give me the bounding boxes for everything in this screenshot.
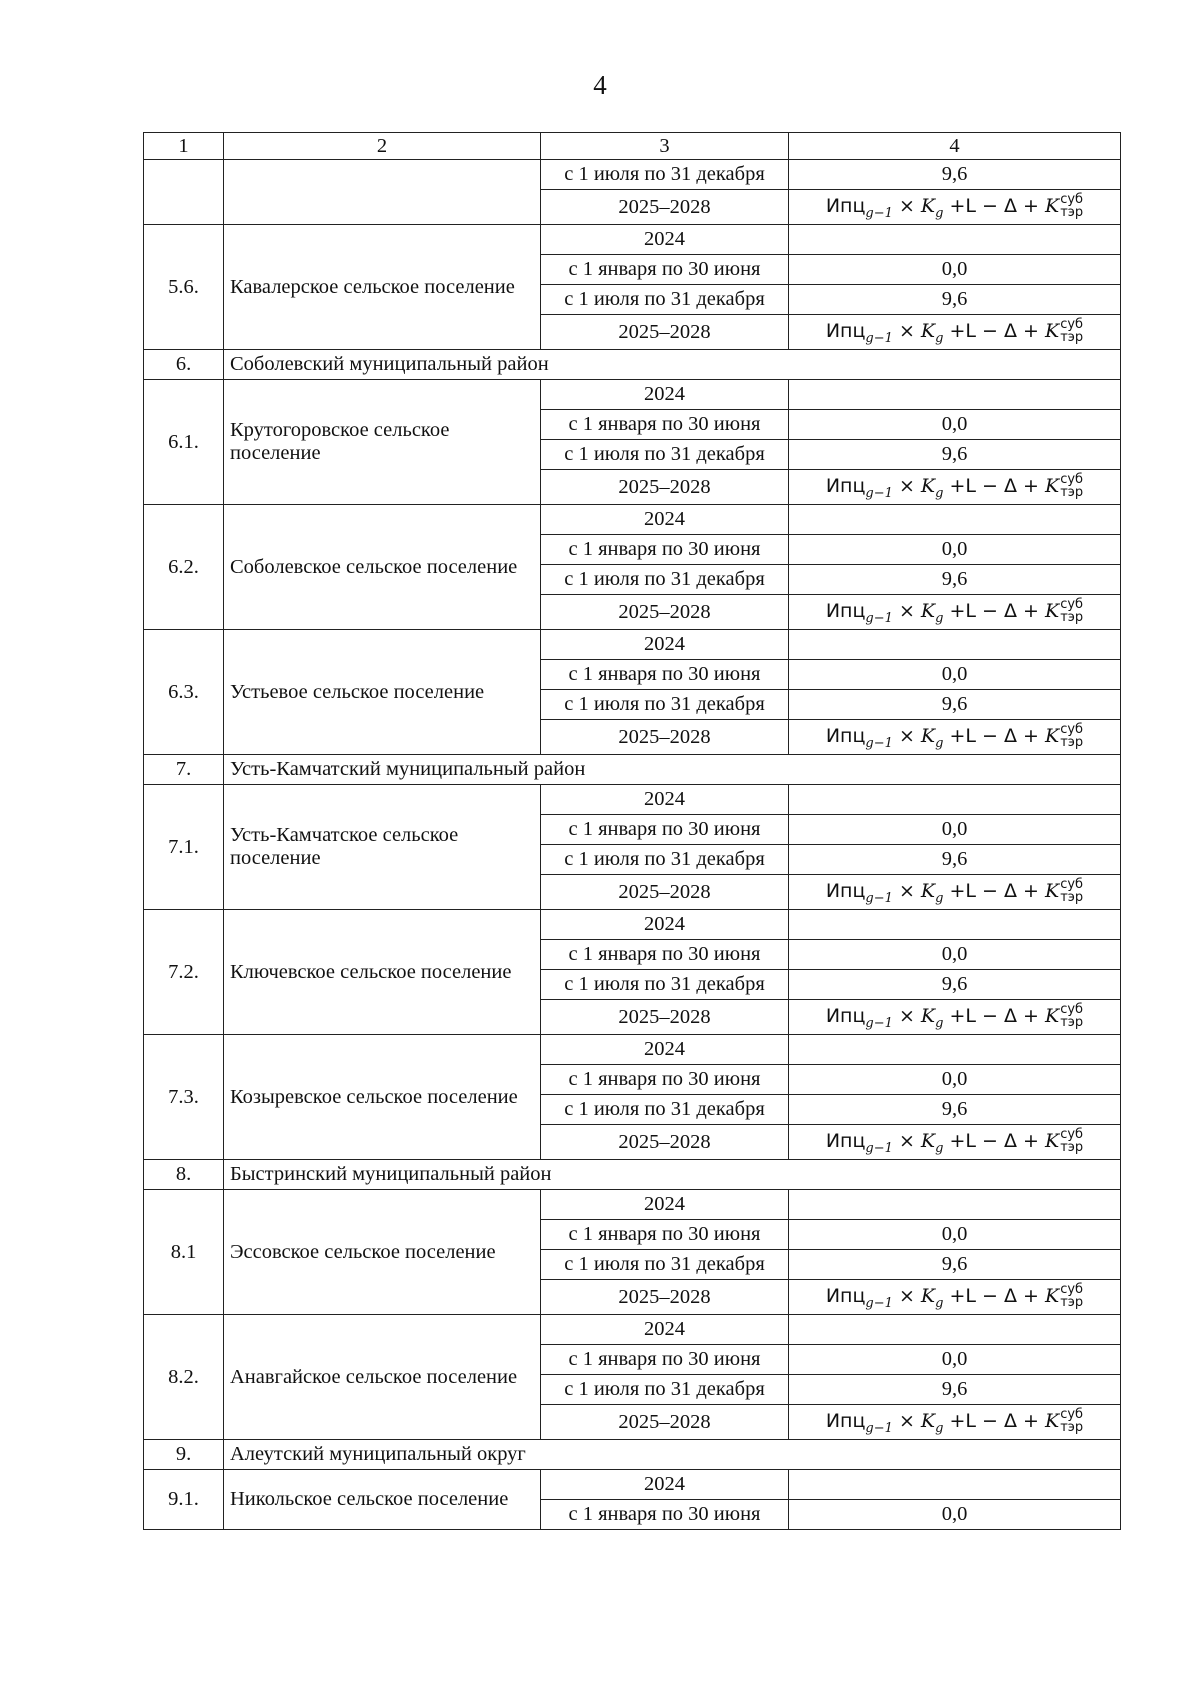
- formula: [825, 1407, 1084, 1436]
- formula-sub: тэр: [1060, 1140, 1084, 1156]
- formula-k2: K: [1045, 1129, 1060, 1152]
- value-h1: 0,0: [789, 1220, 1121, 1250]
- formula-rest: +L − Δ +: [943, 724, 1045, 747]
- table-row: [144, 1315, 1121, 1345]
- district-name: Быстринский муниципальный район: [224, 1160, 1121, 1190]
- period-h2: с 1 июля по 31 декабря: [541, 970, 789, 1000]
- formula-times: ×: [898, 194, 921, 217]
- formula-k: K: [920, 724, 936, 747]
- formula-k: K: [920, 1129, 936, 1152]
- value-h2: 9,6: [789, 970, 1121, 1000]
- period-year: 2024: [541, 910, 789, 940]
- value-h1: 0,0: [789, 660, 1121, 690]
- formula: [825, 192, 1084, 221]
- value-cell-empty: [789, 380, 1121, 410]
- value-cell-empty: [789, 910, 1121, 940]
- district-name: Алеутский муниципальный округ: [224, 1440, 1121, 1470]
- table-row: [144, 785, 1121, 815]
- formula-sub-g: g: [935, 1420, 944, 1436]
- formula-sub-g: g: [935, 1140, 944, 1156]
- value-cell: 9,6: [789, 160, 1121, 190]
- value-h1: 0,0: [789, 940, 1121, 970]
- formula-main: Ипц: [825, 1409, 866, 1432]
- formula-sub-g: g: [935, 330, 944, 346]
- period-range: 2025–2028: [541, 1280, 789, 1315]
- formula-sub-g: g: [935, 1015, 944, 1031]
- formula-sup: суб: [1060, 597, 1084, 613]
- value-h2: 9,6: [789, 1095, 1121, 1125]
- table-header-row: [144, 133, 1121, 160]
- value-h1: 0,0: [789, 255, 1121, 285]
- formula-sup: суб: [1060, 317, 1084, 333]
- formula-times: ×: [898, 1409, 921, 1432]
- period-year: 2024: [541, 1035, 789, 1065]
- formula-times: ×: [898, 599, 921, 622]
- formula-k2: K: [1045, 879, 1060, 902]
- formula-rest: +L − Δ +: [943, 319, 1045, 342]
- formula-rest: +L − Δ +: [943, 1004, 1045, 1027]
- value-h2: 9,6: [789, 1250, 1121, 1280]
- table-row: [144, 1470, 1121, 1500]
- period-range: 2025–2028: [541, 315, 789, 350]
- value-h2: 9,6: [789, 845, 1121, 875]
- formula-cell: [789, 1000, 1121, 1035]
- formula-rest: +L − Δ +: [943, 194, 1045, 217]
- formula-sub: тэр: [1060, 1295, 1084, 1311]
- district-row: [144, 755, 1121, 785]
- formula-sub-g1: g−1: [865, 1140, 893, 1156]
- formula-k: K: [920, 194, 936, 217]
- value-cell-empty: [789, 225, 1121, 255]
- period-range: 2025–2028: [541, 720, 789, 755]
- row-number: 5.6.: [144, 225, 224, 350]
- table-row: [144, 1035, 1121, 1065]
- settlement-name: Никольское сельское поселение: [224, 1470, 541, 1530]
- period-h1: с 1 января по 30 июня: [541, 1345, 789, 1375]
- formula-subsup: [1060, 1408, 1083, 1434]
- formula-subsup: [1060, 193, 1083, 219]
- formula-sub-g1: g−1: [865, 205, 893, 221]
- district-number: 7.: [144, 755, 224, 785]
- formula-sub-g1: g−1: [865, 610, 893, 626]
- settlement-name: Крутогоровское сельское поселение: [224, 380, 541, 505]
- formula-sup: суб: [1060, 877, 1084, 893]
- header-col-1: 1: [144, 133, 224, 160]
- formula-cell: [789, 1405, 1121, 1440]
- formula-k2: K: [1045, 1409, 1060, 1432]
- table-row: [144, 380, 1121, 410]
- formula-main: Ипц: [825, 474, 866, 497]
- settlement-name: Кавалерское сельское поселение: [224, 225, 541, 350]
- value-h1: 0,0: [789, 1065, 1121, 1095]
- formula-sub-g1: g−1: [865, 1420, 893, 1436]
- value-h2: 9,6: [789, 565, 1121, 595]
- formula: [825, 1282, 1084, 1311]
- formula-subsup: [1060, 1128, 1083, 1154]
- formula-k: K: [920, 599, 936, 622]
- formula-k2: K: [1045, 724, 1060, 747]
- value-cell-empty: [789, 505, 1121, 535]
- formula-times: ×: [898, 879, 921, 902]
- formula-k: K: [920, 1409, 936, 1432]
- formula-sub: тэр: [1060, 610, 1084, 626]
- period-h1: с 1 января по 30 июня: [541, 815, 789, 845]
- period-cell: 2025–2028: [541, 190, 789, 225]
- formula-k2: K: [1045, 1004, 1060, 1027]
- table-row: [144, 630, 1121, 660]
- formula-sub-g: g: [935, 890, 944, 906]
- value-cell-empty: [789, 1470, 1121, 1500]
- period-range: 2025–2028: [541, 1000, 789, 1035]
- formula-times: ×: [898, 724, 921, 747]
- settlement-name: Усть-Камчатское сельское поселение: [224, 785, 541, 910]
- row-number: 7.2.: [144, 910, 224, 1035]
- formula-sub: тэр: [1060, 1015, 1084, 1031]
- period-range: 2025–2028: [541, 1125, 789, 1160]
- formula: [825, 597, 1084, 626]
- period-h1: с 1 января по 30 июня: [541, 1065, 789, 1095]
- row-name-cell: [224, 160, 541, 225]
- formula-sub-g: g: [935, 735, 944, 751]
- formula-sub-g1: g−1: [865, 485, 893, 501]
- period-range: 2025–2028: [541, 470, 789, 505]
- formula-rest: +L − Δ +: [943, 1409, 1045, 1432]
- formula-sub: тэр: [1060, 205, 1084, 221]
- value-h1: 0,0: [789, 1500, 1121, 1530]
- period-h2: с 1 июля по 31 декабря: [541, 285, 789, 315]
- formula-cell: [789, 470, 1121, 505]
- table-row: [144, 505, 1121, 535]
- row-number: 6.3.: [144, 630, 224, 755]
- settlement-name: Соболевское сельское поселение: [224, 505, 541, 630]
- period-h1: с 1 января по 30 июня: [541, 1500, 789, 1530]
- period-h2: с 1 июля по 31 декабря: [541, 1375, 789, 1405]
- value-cell-empty: [789, 630, 1121, 660]
- period-h1: с 1 января по 30 июня: [541, 410, 789, 440]
- period-year: 2024: [541, 505, 789, 535]
- formula-cell: [789, 1280, 1121, 1315]
- formula-rest: +L − Δ +: [943, 474, 1045, 497]
- period-range: 2025–2028: [541, 875, 789, 910]
- formula-main: Ипц: [825, 194, 866, 217]
- formula-rest: +L − Δ +: [943, 1284, 1045, 1307]
- page-number: 4: [593, 70, 607, 100]
- district-row: [144, 350, 1121, 380]
- formula-cell: [789, 875, 1121, 910]
- period-h1: с 1 января по 30 июня: [541, 255, 789, 285]
- formula-sup: суб: [1060, 1407, 1084, 1423]
- formula-sub-g: g: [935, 1295, 944, 1311]
- value-h2: 9,6: [789, 285, 1121, 315]
- formula-subsup: [1060, 723, 1083, 749]
- formula-sub-g: g: [935, 205, 944, 221]
- formula-sup: суб: [1060, 1002, 1084, 1018]
- settlement-name: Козыревское сельское поселение: [224, 1035, 541, 1160]
- formula-times: ×: [898, 1284, 921, 1307]
- formula-k2: K: [1045, 319, 1060, 342]
- formula-sub: тэр: [1060, 330, 1084, 346]
- value-h1: 0,0: [789, 535, 1121, 565]
- row-number: 7.1.: [144, 785, 224, 910]
- formula: [825, 877, 1084, 906]
- period-h2: с 1 июля по 31 декабря: [541, 690, 789, 720]
- row-number: 8.2.: [144, 1315, 224, 1440]
- formula-k2: K: [1045, 1284, 1060, 1307]
- table-row: [144, 1190, 1121, 1220]
- period-h1: с 1 января по 30 июня: [541, 660, 789, 690]
- formula-main: Ипц: [825, 879, 866, 902]
- formula-times: ×: [898, 1004, 921, 1027]
- period-h2: с 1 июля по 31 декабря: [541, 845, 789, 875]
- value-h2: 9,6: [789, 440, 1121, 470]
- formula-k2: K: [1045, 599, 1060, 622]
- formula-cell: [789, 720, 1121, 755]
- value-h1: 0,0: [789, 815, 1121, 845]
- formula-k: K: [920, 1284, 936, 1307]
- formula-k: K: [920, 1004, 936, 1027]
- formula-sup: суб: [1060, 1127, 1084, 1143]
- formula-subsup: [1060, 1283, 1083, 1309]
- row-number: 8.1: [144, 1190, 224, 1315]
- formula-k2: K: [1045, 194, 1060, 217]
- formula-times: ×: [898, 474, 921, 497]
- period-year: 2024: [541, 630, 789, 660]
- period-h1: с 1 января по 30 июня: [541, 940, 789, 970]
- formula-k: K: [920, 474, 936, 497]
- table-row: [144, 160, 1121, 190]
- district-number: 8.: [144, 1160, 224, 1190]
- period-year: 2024: [541, 1190, 789, 1220]
- formula-cell: [789, 315, 1121, 350]
- value-cell-empty: [789, 785, 1121, 815]
- period-range: 2025–2028: [541, 595, 789, 630]
- formula-rest: +L − Δ +: [943, 1129, 1045, 1152]
- formula-sup: суб: [1060, 472, 1084, 488]
- district-number: 6.: [144, 350, 224, 380]
- value-h2: 9,6: [789, 690, 1121, 720]
- district-name: Усть-Камчатский муниципальный район: [224, 755, 1121, 785]
- header-col-4: 4: [789, 133, 1121, 160]
- formula-cell: [789, 595, 1121, 630]
- formula: [825, 472, 1084, 501]
- formula-sup: суб: [1060, 1282, 1084, 1298]
- formula-main: Ипц: [825, 1284, 866, 1307]
- formula-cell: [789, 190, 1121, 225]
- formula-subsup: [1060, 878, 1083, 904]
- formula-sub: тэр: [1060, 890, 1084, 906]
- header-col-2: 2: [224, 133, 541, 160]
- formula-sub-g1: g−1: [865, 330, 893, 346]
- formula-cell: [789, 1125, 1121, 1160]
- formula-sub-g: g: [935, 610, 944, 626]
- table-row: [144, 910, 1121, 940]
- period-cell: с 1 июля по 31 декабря: [541, 160, 789, 190]
- period-h2: с 1 июля по 31 декабря: [541, 440, 789, 470]
- row-number: 9.1.: [144, 1470, 224, 1530]
- district-row: [144, 1160, 1121, 1190]
- value-cell-empty: [789, 1190, 1121, 1220]
- row-number-cell: [144, 160, 224, 225]
- formula-sub: тэр: [1060, 485, 1084, 501]
- formula-sub: тэр: [1060, 735, 1084, 751]
- formula-subsup: [1060, 473, 1083, 499]
- value-cell-empty: [789, 1315, 1121, 1345]
- formula-sup: суб: [1060, 192, 1084, 208]
- period-year: 2024: [541, 225, 789, 255]
- formula-times: ×: [898, 1129, 921, 1152]
- period-h2: с 1 июля по 31 декабря: [541, 1250, 789, 1280]
- settlement-name: Ключевское сельское поселение: [224, 910, 541, 1035]
- period-h2: с 1 июля по 31 декабря: [541, 1095, 789, 1125]
- row-number: 6.2.: [144, 505, 224, 630]
- table-row: [144, 225, 1121, 255]
- period-h1: с 1 января по 30 июня: [541, 1220, 789, 1250]
- formula-sub: тэр: [1060, 1420, 1084, 1436]
- value-h1: 0,0: [789, 410, 1121, 440]
- formula-rest: +L − Δ +: [943, 879, 1045, 902]
- value-cell-empty: [789, 1035, 1121, 1065]
- formula-k: K: [920, 879, 936, 902]
- value-h2: 9,6: [789, 1375, 1121, 1405]
- period-h1: с 1 января по 30 июня: [541, 535, 789, 565]
- formula-rest: +L − Δ +: [943, 599, 1045, 622]
- settlement-name: Устьевое сельское поселение: [224, 630, 541, 755]
- formula: [825, 317, 1084, 346]
- formula-k: K: [920, 319, 936, 342]
- formula-sub-g1: g−1: [865, 1015, 893, 1031]
- period-range: 2025–2028: [541, 1405, 789, 1440]
- period-year: 2024: [541, 1315, 789, 1345]
- tariff-table: [143, 132, 1121, 1530]
- formula-sub-g1: g−1: [865, 1295, 893, 1311]
- formula: [825, 722, 1084, 751]
- formula-sub-g: g: [935, 485, 944, 501]
- formula-main: Ипц: [825, 1129, 866, 1152]
- formula-k2: K: [1045, 474, 1060, 497]
- formula-main: Ипц: [825, 599, 866, 622]
- period-year: 2024: [541, 1470, 789, 1500]
- formula-subsup: [1060, 598, 1083, 624]
- formula-main: Ипц: [825, 319, 866, 342]
- settlement-name: Анавгайское сельское поселение: [224, 1315, 541, 1440]
- formula-sub-g1: g−1: [865, 890, 893, 906]
- formula: [825, 1127, 1084, 1156]
- district-name: Соболевский муниципальный район: [224, 350, 1121, 380]
- period-year: 2024: [541, 785, 789, 815]
- period-h2: с 1 июля по 31 декабря: [541, 565, 789, 595]
- row-number: 7.3.: [144, 1035, 224, 1160]
- formula-sub-g1: g−1: [865, 735, 893, 751]
- formula-subsup: [1060, 1003, 1083, 1029]
- formula: [825, 1002, 1084, 1031]
- value-h1: 0,0: [789, 1345, 1121, 1375]
- formula-main: Ипц: [825, 1004, 866, 1027]
- formula-sup: суб: [1060, 722, 1084, 738]
- period-year: 2024: [541, 380, 789, 410]
- district-row: [144, 1440, 1121, 1470]
- formula-subsup: [1060, 318, 1083, 344]
- formula-times: ×: [898, 319, 921, 342]
- header-col-3: 3: [541, 133, 789, 160]
- settlement-name: Эссовское сельское поселение: [224, 1190, 541, 1315]
- district-number: 9.: [144, 1440, 224, 1470]
- formula-main: Ипц: [825, 724, 866, 747]
- row-number: 6.1.: [144, 380, 224, 505]
